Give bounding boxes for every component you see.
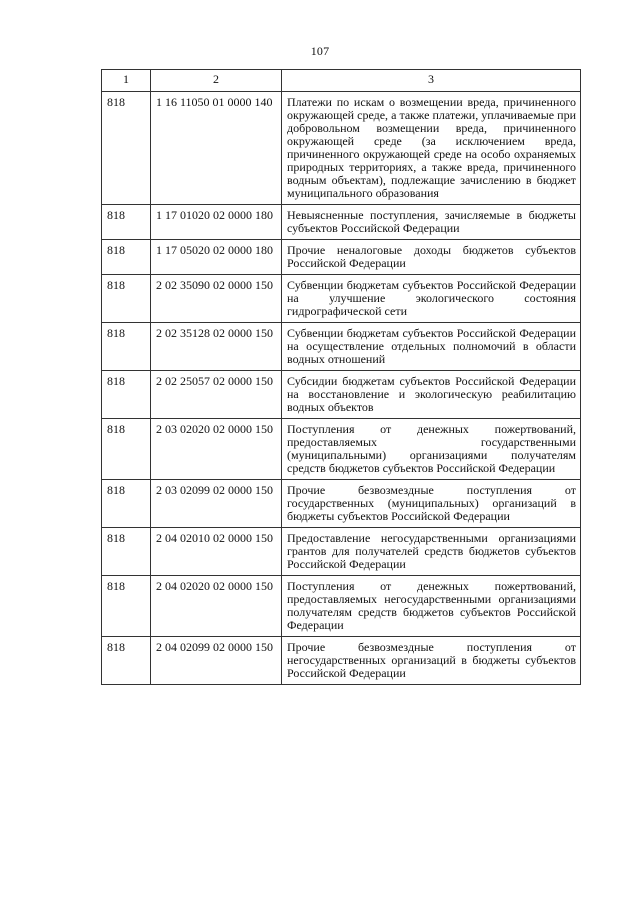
admin-code-cell: 818 [102,576,151,637]
admin-code-cell: 818 [102,323,151,371]
table-row [102,419,581,480]
budget-code-cell: 1 16 11050 01 0000 140 [151,92,282,205]
admin-code-cell: 818 [102,371,151,419]
description-cell: Поступления от денежных пожертвований, предоставляемых государственными (муниципальными) организациями получателям средств бюджетов субъектов Российской Федерации [282,419,581,480]
table-row [102,240,581,275]
table-row [102,576,581,637]
budget-code-cell: 2 04 02099 02 0000 150 [151,637,282,685]
table-row [102,323,581,371]
description-cell: Прочие неналоговые доходы бюджетов субъектов Российской Федерации [282,240,581,275]
description-cell: Субсидии бюджетам субъектов Российской Федерации на восстановление и экологическую реабилитацию водных объектов [282,371,581,419]
table-row [102,480,581,528]
column-header-1: 1 [102,70,151,92]
table-row [102,275,581,323]
admin-code-cell: 818 [102,205,151,240]
description-cell: Невыясненные поступления, зачисляемые в бюджеты субъектов Российской Федерации [282,205,581,240]
column-header-2: 2 [151,70,282,92]
budget-code-cell: 2 02 35128 02 0000 150 [151,323,282,371]
admin-code-cell: 818 [102,637,151,685]
admin-code-cell: 818 [102,528,151,576]
description-cell: Прочие безвозмездные поступления от негосударственных организаций в бюджеты субъектов Российской Федерации [282,637,581,685]
table-header-row [102,70,581,92]
description-cell: Субвенции бюджетам субъектов Российской Федерации на осуществление отдельных полномочий в области водных отношений [282,323,581,371]
admin-code-cell: 818 [102,92,151,205]
budget-code-cell: 2 02 35090 02 0000 150 [151,275,282,323]
table-row [102,92,581,205]
revenue-codes-table [101,69,581,685]
table-body [102,92,581,685]
budget-code-cell: 2 02 25057 02 0000 150 [151,371,282,419]
description-cell: Платежи по искам о возмещении вреда, причиненного окружающей среде, а также платежи, уплачиваемые при добровольном возмещении вреда, причиненного окружающей среде (за исключением вреда, причиненного окружающей среде на особо охраняемых природных территориях, а также вреда, причиненного водным объектам), подлежащие зачислению в бюджет муниципального образования [282,92,581,205]
table-row [102,371,581,419]
revenue-codes-table-container [101,69,580,685]
budget-code-cell: 1 17 01020 02 0000 180 [151,205,282,240]
budget-code-cell: 2 04 02010 02 0000 150 [151,528,282,576]
budget-code-cell: 1 17 05020 02 0000 180 [151,240,282,275]
budget-code-cell: 2 03 02099 02 0000 150 [151,480,282,528]
description-cell: Поступления от денежных пожертвований, предоставляемых негосударственными организациями получателям средств бюджетов субъектов Российской Федерации [282,576,581,637]
budget-code-cell: 2 03 02020 02 0000 150 [151,419,282,480]
admin-code-cell: 818 [102,419,151,480]
table-row [102,528,581,576]
budget-code-cell: 2 04 02020 02 0000 150 [151,576,282,637]
table-row [102,205,581,240]
admin-code-cell: 818 [102,240,151,275]
column-header-3: 3 [282,70,581,92]
description-cell: Прочие безвозмездные поступления от государственных (муниципальных) организаций в бюджеты субъектов Российской Федерации [282,480,581,528]
admin-code-cell: 818 [102,275,151,323]
description-cell: Предоставление негосударственными организациями грантов для получателей средств бюджетов субъектов Российской Федерации [282,528,581,576]
table-row [102,637,581,685]
admin-code-cell: 818 [102,480,151,528]
description-cell: Субвенции бюджетам субъектов Российской Федерации на улучшение экологического состояния гидрографической сети [282,275,581,323]
page-number: 107 [310,44,330,58]
